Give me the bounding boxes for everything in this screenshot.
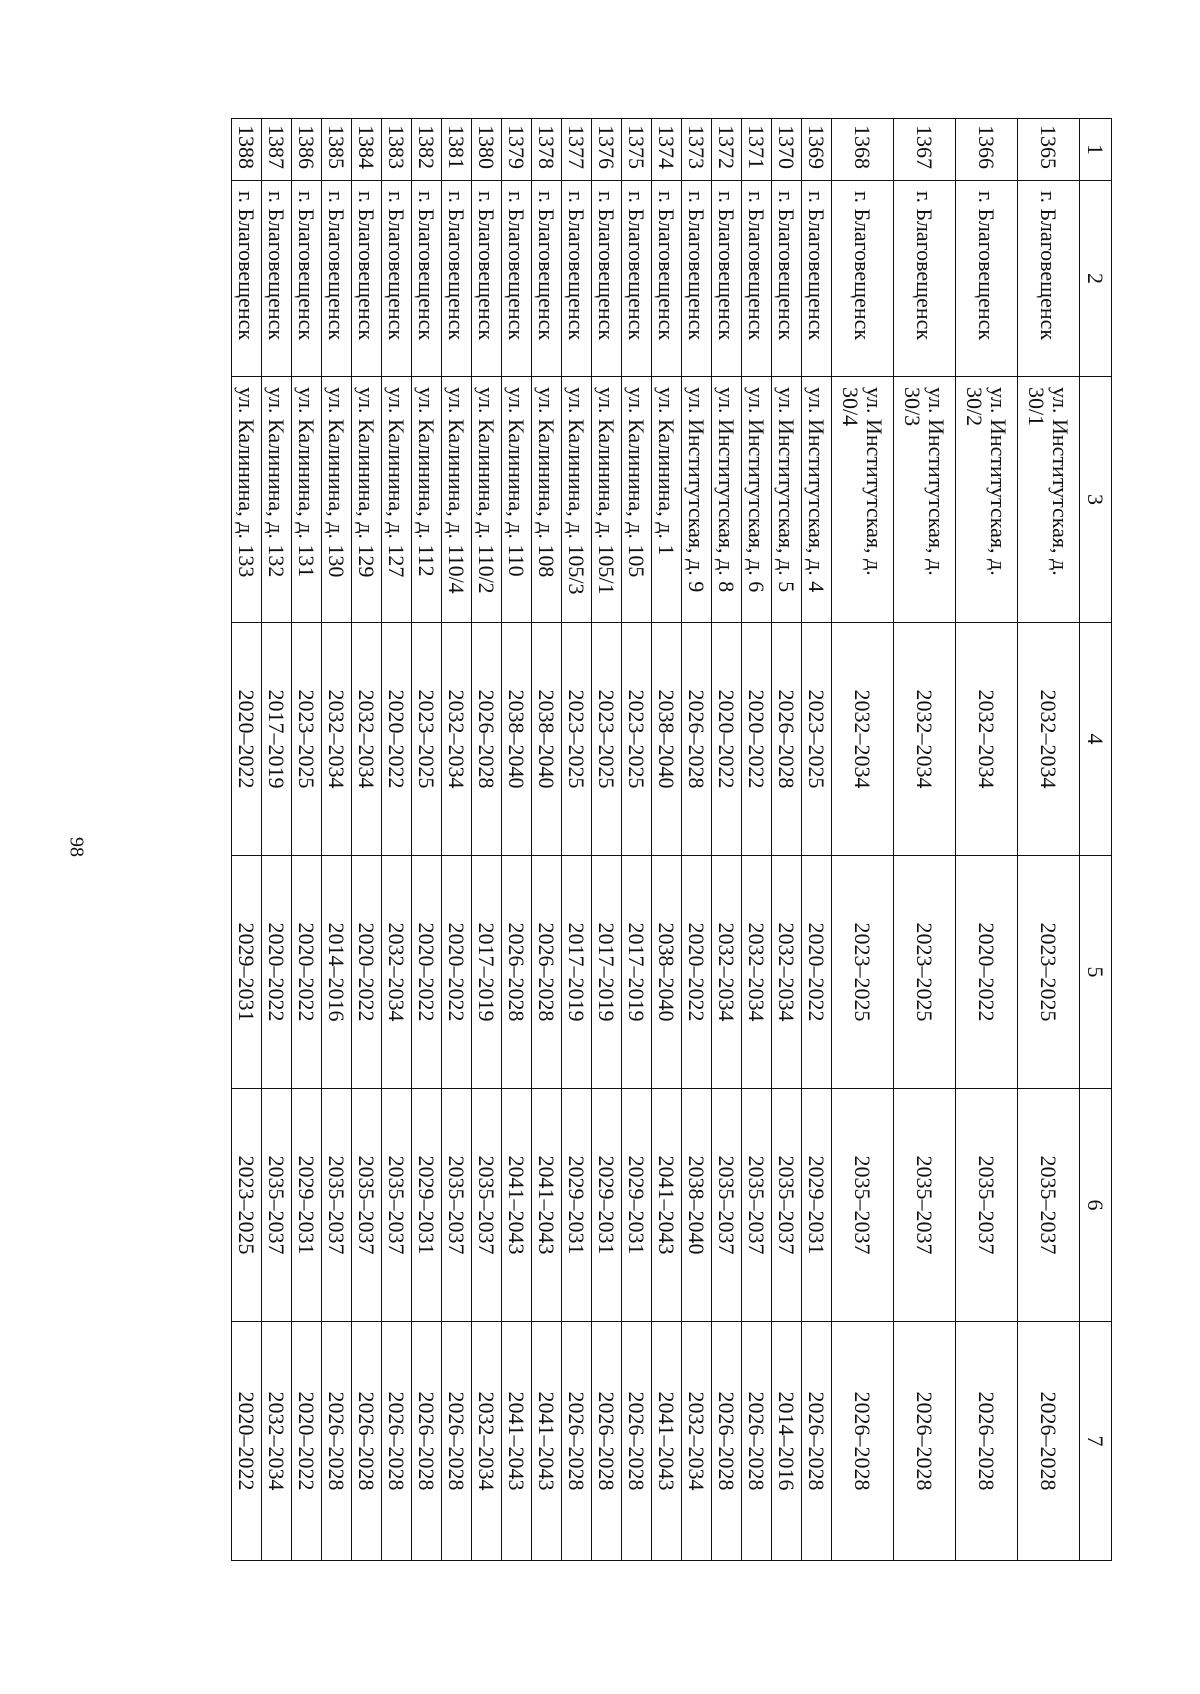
schedule-table: [231, 118, 1112, 1561]
period-cell-7: 2020–2022: [232, 1322, 262, 1561]
period-cell-4: 2017–2019: [262, 623, 292, 856]
city-cell: г. Благовещенск: [472, 181, 502, 377]
period-cell-5: 2017–2019: [472, 856, 502, 1089]
period-cell-7: 2032–2034: [262, 1322, 292, 1561]
row-number: 1368: [832, 119, 894, 181]
header-cell-2: 2: [1080, 181, 1112, 377]
address-cell: ул. Калинина, д. 132: [262, 377, 292, 623]
header-cell-5: 5: [1080, 856, 1112, 1089]
table-row: [1018, 119, 1080, 1561]
row-number: 1386: [292, 119, 322, 181]
period-cell-7: 2026–2028: [412, 1322, 442, 1561]
period-cell-6: 2035–2037: [772, 1089, 802, 1322]
rotated-table-container: [231, 118, 1112, 1560]
table-row: [292, 119, 322, 1561]
period-cell-6: 2029–2031: [292, 1089, 322, 1322]
period-cell-5: 2026–2028: [532, 856, 562, 1089]
period-cell-4: 2026–2028: [472, 623, 502, 856]
period-cell-4: 2023–2025: [412, 623, 442, 856]
period-cell-7: 2032–2034: [472, 1322, 502, 1561]
period-cell-4: 2020–2022: [232, 623, 262, 856]
table-row: [382, 119, 412, 1561]
address-cell: ул. Калинина, д. 112: [412, 377, 442, 623]
period-cell-7: 2026–2028: [956, 1322, 1018, 1561]
period-cell-6: 2029–2031: [622, 1089, 652, 1322]
period-cell-6: 2029–2031: [802, 1089, 832, 1322]
city-cell: г. Благовещенск: [442, 181, 472, 377]
row-number: 1373: [682, 119, 712, 181]
table-row: [232, 119, 262, 1561]
table-row: [802, 119, 832, 1561]
period-cell-4: 2023–2025: [592, 623, 622, 856]
header-row: [1080, 119, 1112, 1561]
address-cell: ул. Калинина, д. 110/2: [472, 377, 502, 623]
city-cell: г. Благовещенск: [712, 181, 742, 377]
period-cell-5: 2020–2022: [682, 856, 712, 1089]
period-cell-6: 2035–2037: [956, 1089, 1018, 1322]
row-number: 1384: [352, 119, 382, 181]
period-cell-7: 2026–2028: [322, 1322, 352, 1561]
city-cell: г. Благовещенск: [412, 181, 442, 377]
table-row: [502, 119, 532, 1561]
city-cell: г. Благовещенск: [832, 181, 894, 377]
row-number: 1367: [894, 119, 956, 181]
city-cell: г. Благовещенск: [382, 181, 412, 377]
row-number: 1376: [592, 119, 622, 181]
period-cell-7: 2020–2022: [292, 1322, 322, 1561]
row-number: 1388: [232, 119, 262, 181]
table-row: [532, 119, 562, 1561]
header-cell-1: 1: [1080, 119, 1112, 181]
period-cell-4: 2023–2025: [292, 623, 322, 856]
period-cell-7: 2026–2028: [592, 1322, 622, 1561]
city-cell: г. Благовещенск: [802, 181, 832, 377]
address-cell: ул. Институтская, д. 4: [802, 377, 832, 623]
period-cell-4: 2020–2022: [712, 623, 742, 856]
period-cell-5: 2032–2034: [712, 856, 742, 1089]
city-cell: г. Благовещенск: [652, 181, 682, 377]
period-cell-5: 2023–2025: [894, 856, 956, 1089]
address-cell: ул. Калинина, д. 1: [652, 377, 682, 623]
city-cell: г. Благовещенск: [772, 181, 802, 377]
period-cell-5: 2023–2025: [832, 856, 894, 1089]
address-cell: ул. Калинина, д. 129: [352, 377, 382, 623]
period-cell-7: 2041–2043: [652, 1322, 682, 1561]
period-cell-7: 2026–2028: [712, 1322, 742, 1561]
period-cell-6: 2029–2031: [562, 1089, 592, 1322]
address-cell: ул. Калинина, д. 133: [232, 377, 262, 623]
header-cell-7: 7: [1080, 1322, 1112, 1561]
period-cell-7: 2014–2016: [772, 1322, 802, 1561]
table-row: [412, 119, 442, 1561]
table-row: [442, 119, 472, 1561]
period-cell-4: 2032–2034: [832, 623, 894, 856]
period-cell-4: 2032–2034: [352, 623, 382, 856]
period-cell-6: 2035–2037: [352, 1089, 382, 1322]
row-number: 1385: [322, 119, 352, 181]
period-cell-4: 2023–2025: [562, 623, 592, 856]
city-cell: г. Благовещенск: [322, 181, 352, 377]
city-cell: г. Благовещенск: [352, 181, 382, 377]
address-cell: ул. Калинина, д. 130: [322, 377, 352, 623]
row-number: 1380: [472, 119, 502, 181]
period-cell-7: 2026–2028: [382, 1322, 412, 1561]
period-cell-5: 2032–2034: [742, 856, 772, 1089]
period-cell-7: 2032–2034: [682, 1322, 712, 1561]
period-cell-5: 2020–2022: [802, 856, 832, 1089]
period-cell-5: 2014–2016: [322, 856, 352, 1089]
city-cell: г. Благовещенск: [232, 181, 262, 377]
address-cell: ул. Калинина, д. 110: [502, 377, 532, 623]
period-cell-6: 2035–2037: [1018, 1089, 1080, 1322]
period-cell-6: 2041–2043: [502, 1089, 532, 1322]
address-cell: ул. Калинина, д. 110/4: [442, 377, 472, 623]
period-cell-5: 2020–2022: [412, 856, 442, 1089]
period-cell-4: 2023–2025: [802, 623, 832, 856]
period-cell-7: 2026–2028: [622, 1322, 652, 1561]
table-row: [352, 119, 382, 1561]
address-cell: ул. Калинина, д. 127: [382, 377, 412, 623]
period-cell-7: 2026–2028: [802, 1322, 832, 1561]
period-cell-5: 2017–2019: [622, 856, 652, 1089]
address-cell: ул. Калинина, д. 108: [532, 377, 562, 623]
address-cell: ул. Институтская, д. 8: [712, 377, 742, 623]
city-cell: г. Благовещенск: [894, 181, 956, 377]
period-cell-6: 2035–2037: [382, 1089, 412, 1322]
address-cell: ул. Калинина, д. 131: [292, 377, 322, 623]
city-cell: г. Благовещенск: [622, 181, 652, 377]
row-number: 1372: [712, 119, 742, 181]
period-cell-6: 2041–2043: [532, 1089, 562, 1322]
period-cell-7: 2026–2028: [742, 1322, 772, 1561]
header-cell-3: 3: [1080, 377, 1112, 623]
period-cell-6: 2038–2040: [682, 1089, 712, 1322]
address-cell: ул. Институтская, д. 6: [742, 377, 772, 623]
page-number: 98: [65, 837, 88, 857]
row-number: 1365: [1018, 119, 1080, 181]
row-number: 1371: [742, 119, 772, 181]
row-number: 1381: [442, 119, 472, 181]
city-cell: г. Благовещенск: [262, 181, 292, 377]
period-cell-4: 2032–2034: [1018, 623, 1080, 856]
period-cell-4: 2032–2034: [956, 623, 1018, 856]
header-cell-4: 4: [1080, 623, 1112, 856]
period-cell-6: 2035–2037: [472, 1089, 502, 1322]
period-cell-5: 2020–2022: [262, 856, 292, 1089]
period-cell-6: 2029–2031: [412, 1089, 442, 1322]
address-cell: ул. Калинина, д. 105/1: [592, 377, 622, 623]
table-row: [894, 119, 956, 1561]
table-row: [262, 119, 292, 1561]
row-number: 1382: [412, 119, 442, 181]
period-cell-6: 2035–2037: [742, 1089, 772, 1322]
city-cell: г. Благовещенск: [502, 181, 532, 377]
city-cell: г. Благовещенск: [682, 181, 712, 377]
period-cell-6: 2029–2031: [592, 1089, 622, 1322]
table-row: [682, 119, 712, 1561]
header-cell-6: 6: [1080, 1089, 1112, 1322]
table-row: [592, 119, 622, 1561]
row-number: 1375: [622, 119, 652, 181]
period-cell-6: 2035–2037: [832, 1089, 894, 1322]
city-cell: г. Благовещенск: [742, 181, 772, 377]
address-cell: ул. Институтская, д. 30/1: [1018, 377, 1080, 623]
period-cell-6: 2041–2043: [652, 1089, 682, 1322]
period-cell-6: 2035–2037: [262, 1089, 292, 1322]
period-cell-5: 2029–2031: [232, 856, 262, 1089]
period-cell-4: 2032–2034: [894, 623, 956, 856]
table-body: [232, 119, 1112, 1561]
period-cell-4: 2023–2025: [622, 623, 652, 856]
table-row: [562, 119, 592, 1561]
period-cell-7: 2026–2028: [832, 1322, 894, 1561]
period-cell-7: 2026–2028: [894, 1322, 956, 1561]
address-cell: ул. Институтская, д. 9: [682, 377, 712, 623]
period-cell-4: 2038–2040: [532, 623, 562, 856]
table-row: [832, 119, 894, 1561]
period-cell-4: 2038–2040: [502, 623, 532, 856]
period-cell-4: 2038–2040: [652, 623, 682, 856]
city-cell: г. Благовещенск: [592, 181, 622, 377]
period-cell-5: 2017–2019: [562, 856, 592, 1089]
table-row: [322, 119, 352, 1561]
period-cell-5: 2023–2025: [1018, 856, 1080, 1089]
period-cell-5: 2026–2028: [502, 856, 532, 1089]
city-cell: г. Благовещенск: [562, 181, 592, 377]
period-cell-7: 2026–2028: [442, 1322, 472, 1561]
table-row: [742, 119, 772, 1561]
period-cell-4: 2026–2028: [772, 623, 802, 856]
address-cell: ул. Калинина, д. 105/3: [562, 377, 592, 623]
table-row: [712, 119, 742, 1561]
period-cell-6: 2035–2037: [442, 1089, 472, 1322]
address-cell: ул. Институтская, д. 30/2: [956, 377, 1018, 623]
period-cell-7: 2041–2043: [502, 1322, 532, 1561]
period-cell-5: 2020–2022: [292, 856, 322, 1089]
period-cell-7: 2026–2028: [562, 1322, 592, 1561]
period-cell-5: 2020–2022: [442, 856, 472, 1089]
row-number: 1370: [772, 119, 802, 181]
address-cell: ул. Институтская, д. 30/4: [832, 377, 894, 623]
period-cell-6: 2035–2037: [322, 1089, 352, 1322]
row-number: 1369: [802, 119, 832, 181]
period-cell-4: 2020–2022: [382, 623, 412, 856]
address-cell: ул. Калинина, д. 105: [622, 377, 652, 623]
row-number: 1383: [382, 119, 412, 181]
table-row: [772, 119, 802, 1561]
period-cell-5: 2020–2022: [352, 856, 382, 1089]
address-cell: ул. Институтская, д. 30/3: [894, 377, 956, 623]
table-row: [622, 119, 652, 1561]
city-cell: г. Благовещенск: [292, 181, 322, 377]
period-cell-5: 2038–2040: [652, 856, 682, 1089]
row-number: 1387: [262, 119, 292, 181]
period-cell-4: 2032–2034: [442, 623, 472, 856]
period-cell-6: 2023–2025: [232, 1089, 262, 1322]
city-cell: г. Благовещенск: [532, 181, 562, 377]
period-cell-5: 2020–2022: [956, 856, 1018, 1089]
period-cell-7: 2026–2028: [352, 1322, 382, 1561]
city-cell: г. Благовещенск: [1018, 181, 1080, 377]
row-number: 1374: [652, 119, 682, 181]
period-cell-5: 2032–2034: [382, 856, 412, 1089]
period-cell-4: 2026–2028: [682, 623, 712, 856]
period-cell-7: 2041–2043: [532, 1322, 562, 1561]
city-cell: г. Благовещенск: [956, 181, 1018, 377]
table-row: [472, 119, 502, 1561]
table-row: [652, 119, 682, 1561]
row-number: 1366: [956, 119, 1018, 181]
period-cell-6: 2035–2037: [894, 1089, 956, 1322]
row-number: 1379: [502, 119, 532, 181]
row-number: 1377: [562, 119, 592, 181]
row-number: 1378: [532, 119, 562, 181]
table-row: [956, 119, 1018, 1561]
period-cell-4: 2032–2034: [322, 623, 352, 856]
period-cell-5: 2017–2019: [592, 856, 622, 1089]
period-cell-4: 2020–2022: [742, 623, 772, 856]
address-cell: ул. Институтская, д. 5: [772, 377, 802, 623]
period-cell-7: 2026–2028: [1018, 1322, 1080, 1561]
period-cell-6: 2035–2037: [712, 1089, 742, 1322]
period-cell-5: 2032–2034: [772, 856, 802, 1089]
